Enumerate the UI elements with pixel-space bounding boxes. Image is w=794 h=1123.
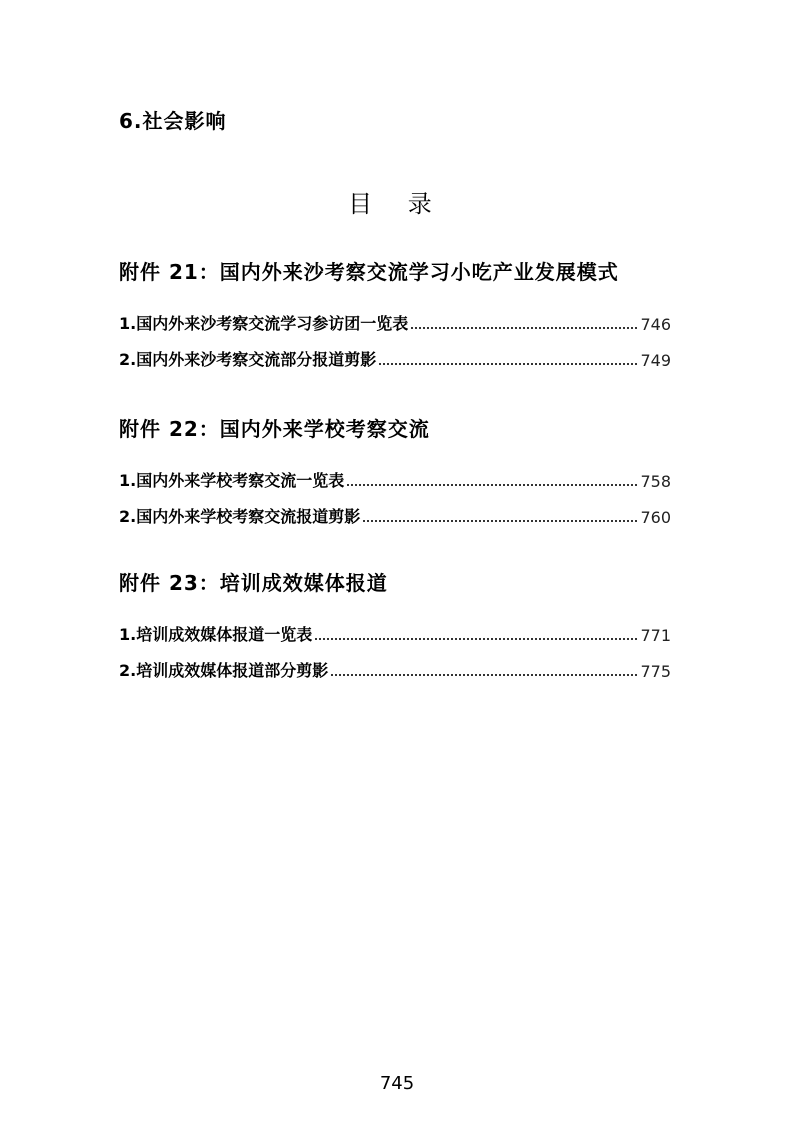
- toc-entry-page: 749: [640, 351, 671, 370]
- toc-entry-page: 775: [640, 662, 671, 681]
- toc-leader-dots: [411, 327, 637, 329]
- toc-entry[interactable]: [119, 455, 671, 491]
- toc-entry-label: 1.培训成效媒体报道一览表: [119, 625, 313, 644]
- toc-group-title: 附件 23：培训成效媒体报道: [119, 571, 388, 595]
- toc-entry[interactable]: [119, 491, 671, 527]
- toc-entry[interactable]: [119, 298, 671, 334]
- toc-group-23: [119, 568, 671, 681]
- toc-entry-label: 2.国内外来学校考察交流报道剪影: [119, 507, 361, 526]
- toc-entry-page: 771: [640, 626, 671, 645]
- toc-group-21: [119, 257, 671, 370]
- toc-entry-label: 1.国内外来沙考察交流学习参访团一览表: [119, 314, 409, 333]
- toc-entry-page: 758: [640, 472, 671, 491]
- toc-leader-dots: [363, 520, 637, 522]
- toc-entry[interactable]: [119, 609, 671, 645]
- toc-entry[interactable]: [119, 645, 671, 681]
- toc-entry[interactable]: [119, 334, 671, 370]
- section-heading: 6.社会影响: [119, 109, 227, 133]
- toc-entry-list: [119, 455, 671, 527]
- toc-leader-dots: [347, 484, 637, 486]
- toc-leader-dots: [315, 638, 637, 640]
- toc-title: 目 录: [348, 190, 446, 218]
- toc-entry-list: [119, 609, 671, 681]
- toc-entry-label: 2.国内外来沙考察交流部分报道剪影: [119, 350, 377, 369]
- page-number: 745: [379, 1073, 415, 1094]
- toc-entry-page: 746: [640, 315, 671, 334]
- toc-entry-page: 760: [640, 508, 671, 527]
- toc-group-22: [119, 414, 671, 527]
- toc-group-title: 附件 21：国内外来沙考察交流学习小吃产业发展模式: [119, 260, 619, 284]
- toc-entry-label: 1.国内外来学校考察交流一览表: [119, 471, 345, 490]
- toc-group-title: 附件 22：国内外来学校考察交流: [119, 417, 430, 441]
- toc-entry-list: [119, 298, 671, 370]
- toc-leader-dots: [331, 674, 637, 676]
- toc-entry-label: 2.培训成效媒体报道部分剪影: [119, 661, 329, 680]
- toc-leader-dots: [379, 363, 637, 365]
